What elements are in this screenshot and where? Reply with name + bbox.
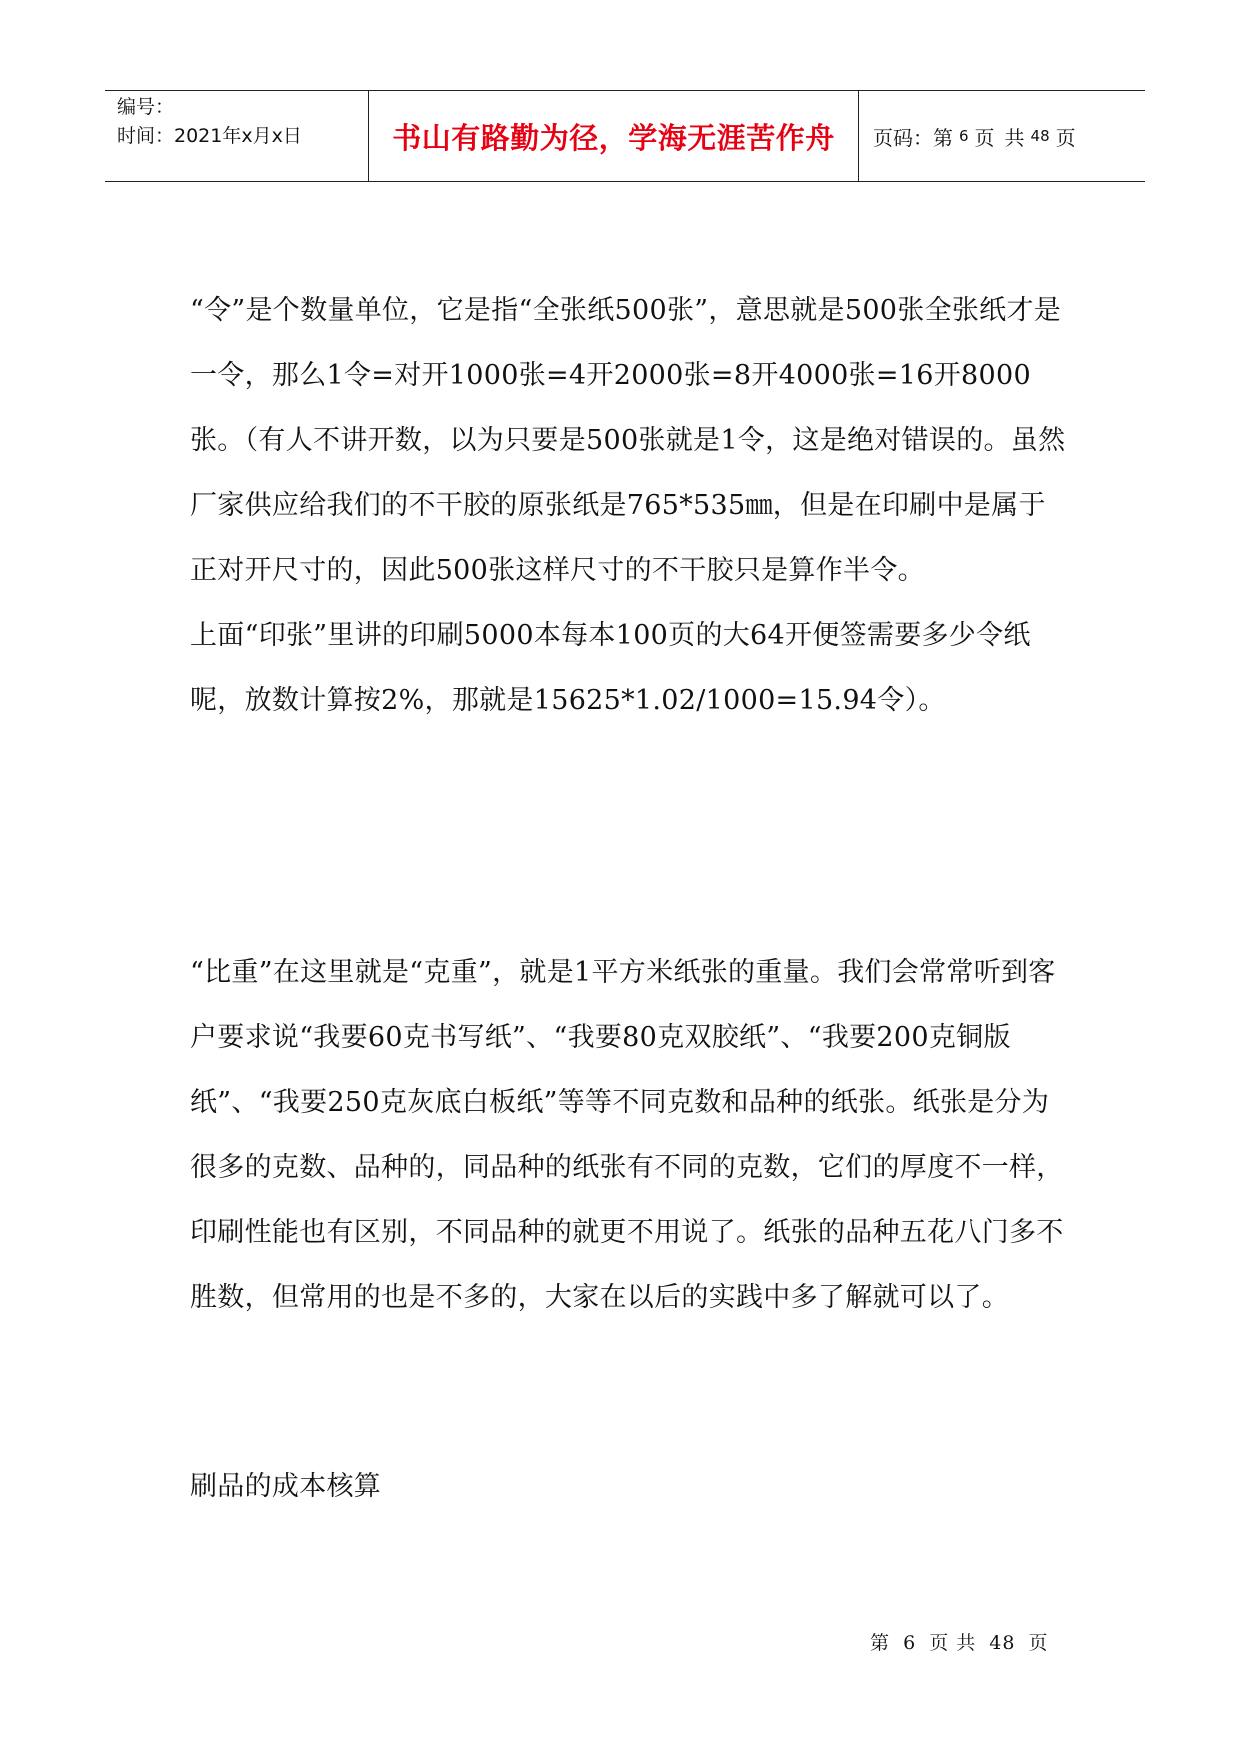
footer-total: 48 (989, 1632, 1016, 1654)
footer-mid: 页 共 (929, 1632, 977, 1654)
page-total-prefix: 共 (1004, 125, 1025, 150)
page-footer (870, 1628, 1049, 1655)
heading-cost-accounting: 刷品的成本核算 (190, 1471, 382, 1502)
serial-label: 编号： (117, 96, 175, 118)
page-current: 6 (959, 127, 969, 145)
paragraph-ream-definition: “令”是个数量单位，它是指“全张纸500张”，意思就是500张全张纸才是一令，那么1令=对开1000张=4开2000张=8开4000张=16开8000张。（有人不讲开数，以为只要是500张就是1令，这是绝对错误的。虽然厂家供应给我们的不干胶的原张纸是765*535㎜，但是在印刷中是属于正对开尺寸的，因此500张这样尺寸的不干胶只是算作半令。 (190, 295, 1066, 586)
body-section-ream (190, 278, 1070, 733)
page-header (105, 90, 1145, 182)
body-section-grammage (190, 940, 1070, 1330)
page-total: 48 (1030, 127, 1050, 145)
page-prefix: 页码：第 (873, 125, 953, 150)
page-mid: 页 (974, 125, 995, 150)
header-page-info (859, 91, 1145, 181)
page-suffix: 页 (1055, 125, 1076, 150)
footer-current: 6 (903, 1632, 917, 1654)
footer-suffix: 页 (1028, 1632, 1049, 1654)
header-meta (105, 91, 369, 181)
paragraph-grammage: “比重”在这里就是“克重”，就是1平方米纸张的重量。我们会常常听到客户要求说“我要60克书写纸”、“我要80克双胶纸”、“我要200克铜版纸”、“我要250克灰底白板纸”等等不同克数和品种的纸张。纸张是分为很多的克数、品种的，同品种的纸张有不同的克数，它们的厚度不一样，印刷性能也有区别，不同品种的就更不用说了。纸张的品种五花八门多不胜数，但常用的也是不多的，大家在以后的实践中多了解就可以了。 (190, 957, 1064, 1313)
paragraph-ream-example: 上面“印张”里讲的印刷5000本每本100页的大64开便签需要多少令纸呢，放数计算按2%，那就是15625*1.02/1000=15.94令）。 (190, 620, 1031, 716)
footer-prefix: 第 (870, 1632, 891, 1654)
time-label: 时间：2021年x月x日 (117, 125, 302, 147)
section-heading (190, 1454, 1070, 1519)
header-motto: 书山有路勤为径，学海无涯苦作舟 (369, 91, 859, 181)
